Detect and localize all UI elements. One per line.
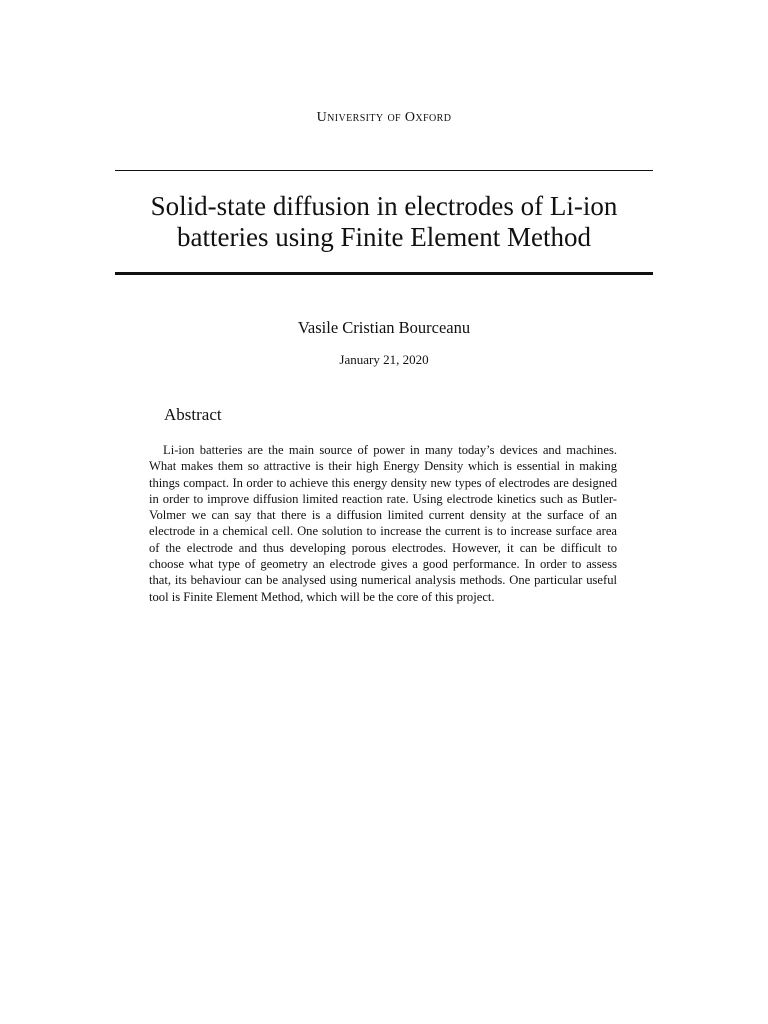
title-bottom-rule <box>115 272 653 275</box>
author-name: Vasile Cristian Bourceanu <box>297 318 471 337</box>
title-top-rule <box>115 170 653 171</box>
abstract-body: Li-ion batteries are the main source of power in many today’s devices and machines. What makes them so attractive is their high Energy Density which is essential in making things compact. In order to achieve this energy density new types of electrodes are designed in order to improve diffusion limited reaction rate. Using electrode kinetics such as Butler-Volmer we can say that there is a diffusion limited current density at the surface of an electrode in a chemical cell. One solution to increase the current is to increase surface area of the electrode and thus developing porous electrodes. However, it can be difficult to choose what type of geometry an electrode gives a good performance. In order to assess that, its behaviour can be analysed using numerical analysis methods. One particular useful tool is Finite Element Method, which will be the core of this project. <box>149 443 617 604</box>
institution-name: University of Oxford <box>316 110 452 125</box>
publication-date: January 21, 2020 <box>339 352 429 367</box>
document-title: Solid-state diffusion in electrodes of Li-ion batteries using Finite Element Method <box>150 191 618 252</box>
abstract-heading: Abstract <box>164 405 222 424</box>
